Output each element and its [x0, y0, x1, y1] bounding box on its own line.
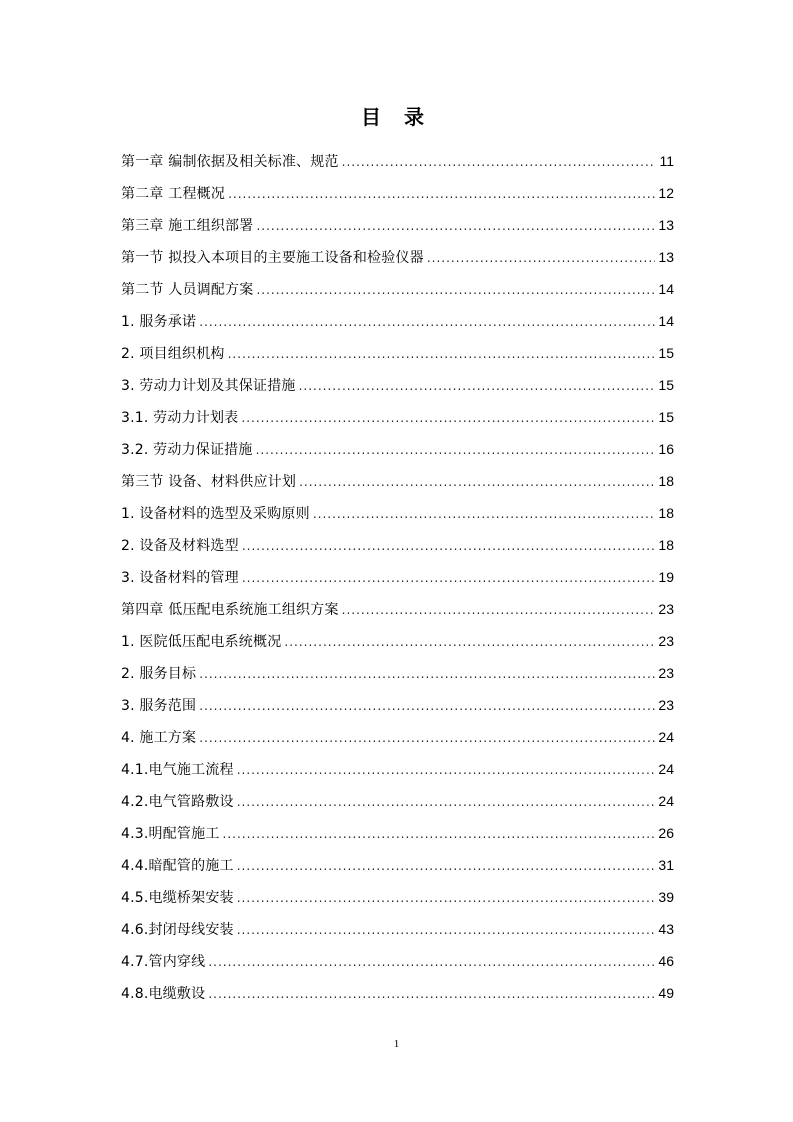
toc-entry[interactable] — [121, 209, 674, 241]
toc-entry-page-number: 24 — [658, 761, 674, 777]
toc-entry-page-number: 15 — [658, 345, 674, 361]
toc-entry[interactable] — [121, 817, 674, 849]
toc-entry[interactable] — [121, 529, 674, 561]
toc-entry-page-number: 46 — [658, 953, 674, 969]
toc-dot-leader — [242, 530, 655, 562]
toc-dot-leader — [256, 274, 655, 306]
toc-entry-label: 3.1. 劳动力计划表 — [121, 410, 239, 426]
page-number: 1 — [393, 1038, 400, 1050]
toc-entry-page-number: 13 — [658, 249, 674, 265]
toc-entry-label: 第三章 施工组织部署 — [121, 218, 254, 234]
toc-title: 目 录 — [361, 105, 432, 129]
toc-dot-leader — [313, 498, 655, 530]
toc-dot-leader — [237, 786, 655, 818]
toc-entry[interactable] — [121, 369, 674, 401]
toc-entry-label: 4.8.电缆敷设 — [121, 986, 206, 1002]
toc-dot-leader — [284, 626, 655, 658]
toc-entry-label: 4. 施工方案 — [121, 730, 197, 746]
toc-entry[interactable] — [121, 273, 674, 305]
toc-dot-leader — [427, 242, 655, 274]
toc-dot-leader — [342, 146, 655, 178]
toc-entry[interactable] — [121, 177, 674, 209]
toc-entry-page-number: 18 — [658, 537, 674, 553]
toc-dot-leader — [199, 306, 655, 338]
toc-dot-leader — [228, 178, 655, 210]
toc-entry[interactable] — [121, 241, 674, 273]
toc-entry-label: 4.5.电缆桥架安装 — [121, 890, 234, 906]
toc-entry[interactable] — [121, 785, 674, 817]
toc-entry-label: 第一章 编制依据及相关标准、规范 — [121, 154, 339, 170]
toc-entry[interactable] — [121, 561, 674, 593]
toc-entry[interactable] — [121, 753, 674, 785]
toc-dot-leader — [299, 370, 655, 402]
toc-entry-page-number: 43 — [658, 921, 674, 937]
toc-entry-page-number: 23 — [658, 633, 674, 649]
toc-entry[interactable] — [121, 145, 674, 177]
toc-entry-page-number: 12 — [658, 185, 674, 201]
toc-entry[interactable] — [121, 849, 674, 881]
toc-dot-leader — [299, 466, 655, 498]
toc-entry[interactable] — [121, 433, 674, 465]
toc-entry[interactable] — [121, 465, 674, 497]
toc-entry-label: 3.2. 劳动力保证措施 — [121, 442, 253, 458]
toc-dot-leader — [199, 722, 655, 754]
toc-entry[interactable] — [121, 657, 674, 689]
toc-entry[interactable] — [121, 625, 674, 657]
toc-entry-label: 3. 劳动力计划及其保证措施 — [121, 378, 296, 394]
toc-dot-leader — [199, 658, 655, 690]
toc-entry-page-number: 14 — [658, 281, 674, 297]
toc-entry-label: 3. 设备材料的管理 — [121, 570, 239, 586]
toc-entry-page-number: 39 — [658, 889, 674, 905]
toc-entry-label: 2. 服务目标 — [121, 666, 197, 682]
toc-entry[interactable] — [121, 305, 674, 337]
toc-dot-leader — [242, 562, 655, 594]
toc-dot-leader — [199, 690, 655, 722]
toc-dot-leader — [256, 434, 655, 466]
toc-dot-leader — [208, 978, 655, 1010]
toc-entry-label: 3. 服务范围 — [121, 698, 197, 714]
toc-entry-label: 4.7.管内穿线 — [121, 954, 206, 970]
toc-dot-leader — [237, 850, 655, 882]
toc-entry[interactable] — [121, 401, 674, 433]
toc-entry-page-number: 19 — [658, 569, 674, 585]
toc-entry-label: 4.1.电气施工流程 — [121, 762, 234, 778]
toc-dot-leader — [237, 754, 655, 786]
toc-entry[interactable] — [121, 977, 674, 1009]
toc-entry-label: 1. 设备材料的选型及采购原则 — [121, 506, 310, 522]
toc-entry-page-number: 23 — [658, 697, 674, 713]
toc-entry-page-number: 13 — [658, 217, 674, 233]
toc-entry-page-number: 15 — [658, 409, 674, 425]
toc-entry-label: 1. 医院低压配电系统概况 — [121, 634, 282, 650]
toc-entry-page-number: 16 — [658, 441, 674, 457]
toc-entry[interactable] — [121, 337, 674, 369]
toc-entry-label: 第四章 低压配电系统施工组织方案 — [121, 602, 339, 618]
toc-entry[interactable] — [121, 913, 674, 945]
toc-entry[interactable] — [121, 689, 674, 721]
toc-entry-label: 4.3.明配管施工 — [121, 826, 220, 842]
toc-entry-page-number: 11 — [659, 153, 674, 169]
toc-entry-label: 2. 项目组织机构 — [121, 346, 225, 362]
toc-dot-leader — [237, 914, 655, 946]
toc-entry-page-number: 24 — [658, 729, 674, 745]
toc-entry-page-number: 24 — [658, 793, 674, 809]
toc-entry-label: 第二节 人员调配方案 — [121, 282, 254, 298]
toc-entry-page-number: 31 — [658, 857, 674, 873]
toc-entry[interactable] — [121, 945, 674, 977]
toc-dot-leader — [256, 210, 655, 242]
toc-dot-leader — [223, 818, 655, 850]
toc-entry-label: 4.2.电气管路敷设 — [121, 794, 234, 810]
toc-entry-page-number: 15 — [658, 377, 674, 393]
toc-entry[interactable] — [121, 721, 674, 753]
toc-entry-page-number: 18 — [658, 473, 674, 489]
toc-dot-leader — [241, 402, 655, 434]
toc-entry[interactable] — [121, 881, 674, 913]
toc-dot-leader — [342, 594, 655, 626]
toc-entry-page-number: 23 — [658, 665, 674, 681]
toc-entry-page-number: 26 — [658, 825, 674, 841]
toc-dot-leader — [228, 338, 655, 370]
toc-list — [121, 145, 674, 1009]
toc-entry-page-number: 18 — [658, 505, 674, 521]
toc-entry-page-number: 49 — [658, 985, 674, 1001]
toc-entry[interactable] — [121, 593, 674, 625]
toc-entry-label: 4.4.暗配管的施工 — [121, 858, 234, 874]
toc-entry-label: 2. 设备及材料选型 — [121, 538, 239, 554]
toc-entry-page-number: 14 — [658, 313, 674, 329]
toc-entry-label: 第二章 工程概况 — [121, 186, 226, 202]
toc-entry-label: 1. 服务承诺 — [121, 314, 197, 330]
toc-entry-label: 4.6.封闭母线安装 — [121, 922, 234, 938]
toc-dot-leader — [237, 882, 655, 914]
toc-entry[interactable] — [121, 497, 674, 529]
toc-dot-leader — [208, 946, 655, 978]
toc-entry-page-number: 23 — [658, 601, 674, 617]
toc-entry-label: 第三节 设备、材料供应计划 — [121, 474, 297, 490]
toc-entry-label: 第一节 拟投入本项目的主要施工设备和检验仪器 — [121, 250, 424, 266]
